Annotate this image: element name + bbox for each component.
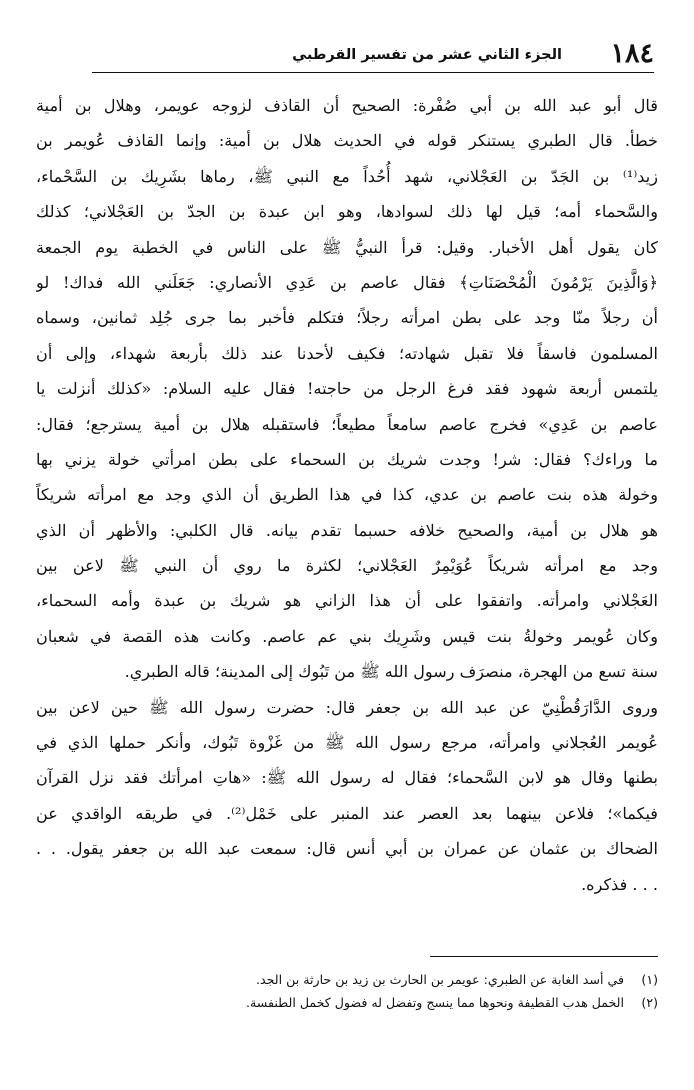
footnote-divider	[430, 956, 658, 957]
text-line: الضحاك بن عثمان عن عمران بن أبي أنس قال: سمعت عبد الله بن جعفر يقول. . .	[36, 839, 658, 859]
text-line: وجد مع امرأته شريكاً عُوَيْمِرٌ العَجْلاني؛ لكثرة ما روي أن النبي ﷺ لاعن بين	[36, 556, 658, 576]
text-line: وروى الدَّارَقُطْنِيّ عن عبد الله بن جعفر قال: حضرت رسول الله ﷺ حين لاعن بين	[36, 697, 658, 717]
text-line: العَجْلاني وامرأته. واتفقوا على أن هذا الزاني هو شريك بن عبدة وأمه السحماء،	[36, 591, 658, 611]
text-line: والسَّحماء أمه؛ قيل لها ذلك لسوادها، وهو ابن عبدة بن الجدّ بن العَجْلاني؛ كذلك	[36, 202, 658, 222]
running-header	[92, 38, 654, 73]
text-line: فيكما»؛ فلاعن بينهما بعد العصر عند المنبر على خَمْل⁽²⁾. في طريقه الواقدي عن	[36, 803, 658, 823]
page-number: ١٨٤	[610, 38, 654, 69]
text-line: عاصم بن عَدِي» فخرج عاصم سامعاً مطيعاً؛ فاستقبله هلال بن أمية يسترجع؛ فقال:	[36, 414, 658, 434]
text-line: زيد⁽¹⁾ بن الجَدّ بن العَجْلاني، شهد أُحُداً مع النبي ﷺ، رماها بشَرِيك بن السَّحْماء،	[36, 166, 658, 186]
text-line: عُويمر العُجلاني وامرأته، مرجع رسول الله ﷺ من غَزْوة تَبُوك، وأنكر حملها الذي في	[36, 733, 658, 753]
text-line: المسلمون فاسقاً فلا تقبل شهادته؛ فكيف لأحدنا عند ذلك بأربعة شهداء، وإلى أن	[36, 343, 658, 363]
text-line: ﴿وَالَّذِينَ يَرْمُونَ الْمُحْصَنَاتِ﴾ فقال عاصم بن عَدِي الأنصاري: جَعَلَني الله فداك! لو	[36, 272, 658, 292]
text-line: هو هلال بن أمية، والصحيح خلافه حسبما تقدم بيانه. قال الكلبي: والأظهر أن الذي	[36, 520, 658, 540]
body-text	[36, 88, 658, 902]
text-line: يلتمس أربعة شهود فقد فرغ الرجل من حاجته! فقال عليه السلام: «كذلك أنزلت يا	[36, 379, 658, 399]
text-line: . . . فذكره.	[581, 874, 658, 894]
footnote	[60, 968, 658, 991]
footnotes	[60, 968, 658, 1014]
footnote	[60, 991, 658, 1014]
text-line: خطأ. قال الطبري يستنكر قوله في الحديث هلال بن أمية: وإنما القاذف عُويمر بن	[36, 131, 658, 151]
text-line: وكان عُويمر وخولةُ بنت قيس وشَرِيك بني عم عاصم. وكانت هذه القصة في شعبان	[36, 626, 658, 646]
text-line: سنة تسع من الهجرة، منصرَف رسول الله ﷺ من تَبُوك إلى المدينة؛ قاله الطبري.	[124, 662, 658, 682]
text-line: وخولة هذه بنت عاصم بن عدي، كذا في هذا الطريق أن الذي وجد مع امرأته شريكاً	[36, 485, 658, 505]
text-line: قال أبو عبد الله بن أبي صُفْرة: الصحيح أن القاذف لزوجه عويمر، وهلال بن أمية	[36, 96, 658, 115]
text-line: أن رجلاً منّا وجد على بطن امرأته رجلاً؛ فتكلم فأخبر بما جرى جُلِد ثمانين، وسماه	[36, 308, 658, 328]
running-header-title: الجزء الثاني عشر من تفسير القرطبي	[292, 47, 562, 63]
footnote-number: (٢)	[641, 995, 658, 1010]
footnote-text: في أسد الغابة عن الطبري: عويمر بن الحارث بن زيد بن حارثة بن الجد.	[256, 972, 624, 987]
text-line: ما وراءك؟ فقال: شر! وجدت شريك بن السحماء على بطن امرأتي خولة يزني بها	[36, 449, 658, 469]
text-line: بطنها وقال هو لابن السَّحماء؛ فقال له رسول الله ﷺ: «هاتِ امرأتك فقد نزل القرآن	[36, 768, 658, 788]
footnote-number: (١)	[641, 972, 658, 987]
text-line: كان يقول أهل الأخبار. وقيل: قرأ النبيُّ ﷺ على الناس في الخطبة يوم الجمعة	[36, 237, 658, 257]
footnote-text: الخمل هدب القطيفة ونحوها مما ينسج وتفضل له فضول كخمل الطنفسة.	[246, 995, 624, 1010]
